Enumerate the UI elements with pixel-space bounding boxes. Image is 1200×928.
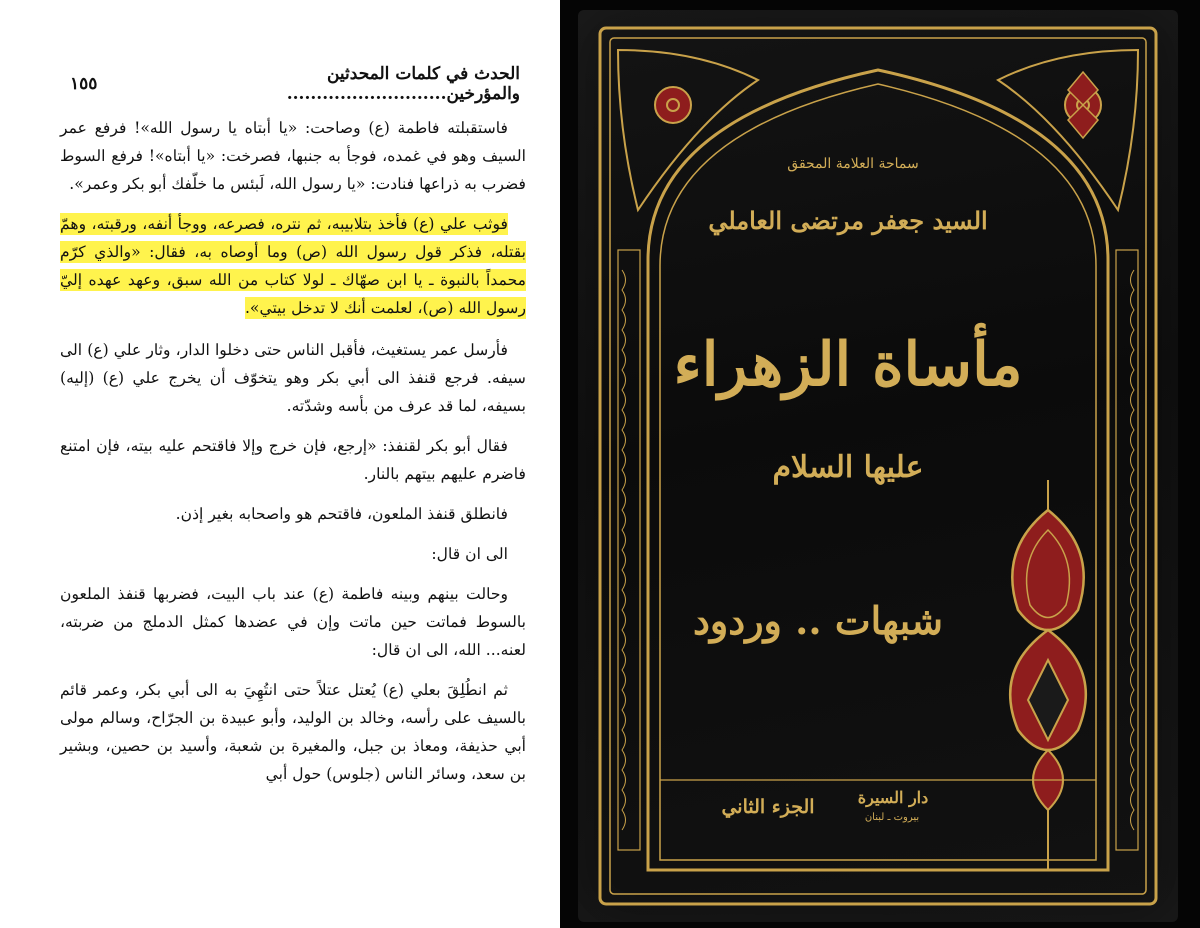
paragraph: وحالت بينهم وبينه فاطمة (ع) عند باب البيت، فضربها قنفذ الملعون بالسوط فماتت حين ماتت وإن في عضدها كمثل الدملج من ضربته، لعنه... الله، الى ان قال: [60,585,526,659]
paragraph: ثم انطُلِقَ بعلي (ع) يُعتل عتلاً حتى انتُهِيَ به الى أبي بكر، وعمر قائم بالسيف على رأسه، وخالد بن الوليد، وأبو عبيدة بن الجرّاح، وسالم مولى أبي حذيفة، ومعاذ بن جبل، والمغيرة بن شعبة، وأسيد بن حصين، وبشير بن سعد، وسائر الناس (جلوس) حول أبي [60,681,526,783]
cover-title: مأساة الزهراء [673,330,1023,400]
highlight: فوثب علي (ع) فأخذ بتلابيبه، ثم نتره، فصرعه، ووجأ أنفه، ورقبته، وهمّ بقتله، فذكر قول رسول الله (ص) وما أوصاه به، فقال: «والذي كرّم محمداً بالنبوة ـ يا ابن صهّاك ـ لولا كتاب من الله سبق، وعهد عهده إليّ رسول الله (ص)، لعلمت أنك لا تدخل بيتي». [60,215,526,317]
paragraph: فانطلق قنفذ الملعون، فاقتحم هو واصحابه بغير إذن. [175,505,508,523]
page-header [70,66,520,102]
paragraph: فأرسل عمر يستغيث، فأقبل الناس حتى دخلوا الدار، وثار علي (ع) الى سيفه. فرجع قنفذ الى أبي بكر وهو يتخوّف أن يخرج علي (ع) (إليه) بسيفه، لما قد عرف من بأسه وشدّته. [60,341,526,415]
paragraph: فقال أبو بكر لقنفذ: «إرجع، فإن خرج وإلا فاقتحم عليه بيته، فإن امتنع فاضرم عليهم بيتهم بالنار. [60,437,526,483]
header-title: الحدث في كلمات المحدثين والمؤرخين........................... [286,64,520,104]
publisher-city: بيروت ـ لبنان [864,812,920,823]
cover-series-title: شبهات .. وردود [693,598,943,643]
paragraph: فاستقبلته فاطمة (ع) وصاحت: «يا أبتاه يا رسول الله»! فرفع عمر السيف وهو في غمده، فوجأ به جنبها، فصرخت: «يا أبتاه»! فرفع السوط فضرب به ذراعها فنادت: «يا رسول الله، لَبئس ما خلّفك أبو بكر وعمر». [60,119,526,193]
corner-ornament-left [618,50,758,210]
side-band-left [618,250,640,850]
book-cover-photo [560,0,1200,928]
paragraph: الى ان قال: [431,545,508,563]
medallion-ornament [1010,480,1086,870]
corner-ornament-right [998,50,1138,210]
cover-volume: الجزء الثاني [721,796,815,818]
page-number: ١٥٥ [70,74,98,94]
cover-author: السيد جعفر مرتضى العاملي [708,206,988,235]
cover-subtitle: عليها السلام [772,450,924,485]
highlighted-paragraph [60,210,526,322]
cover-credit: سماحة العلامة المحقق [787,156,919,172]
body-text [60,114,526,800]
book-page [0,0,560,928]
publisher-logo: دار السيرة [857,788,929,807]
book-cover [578,10,1178,922]
side-band-right [1116,250,1138,850]
